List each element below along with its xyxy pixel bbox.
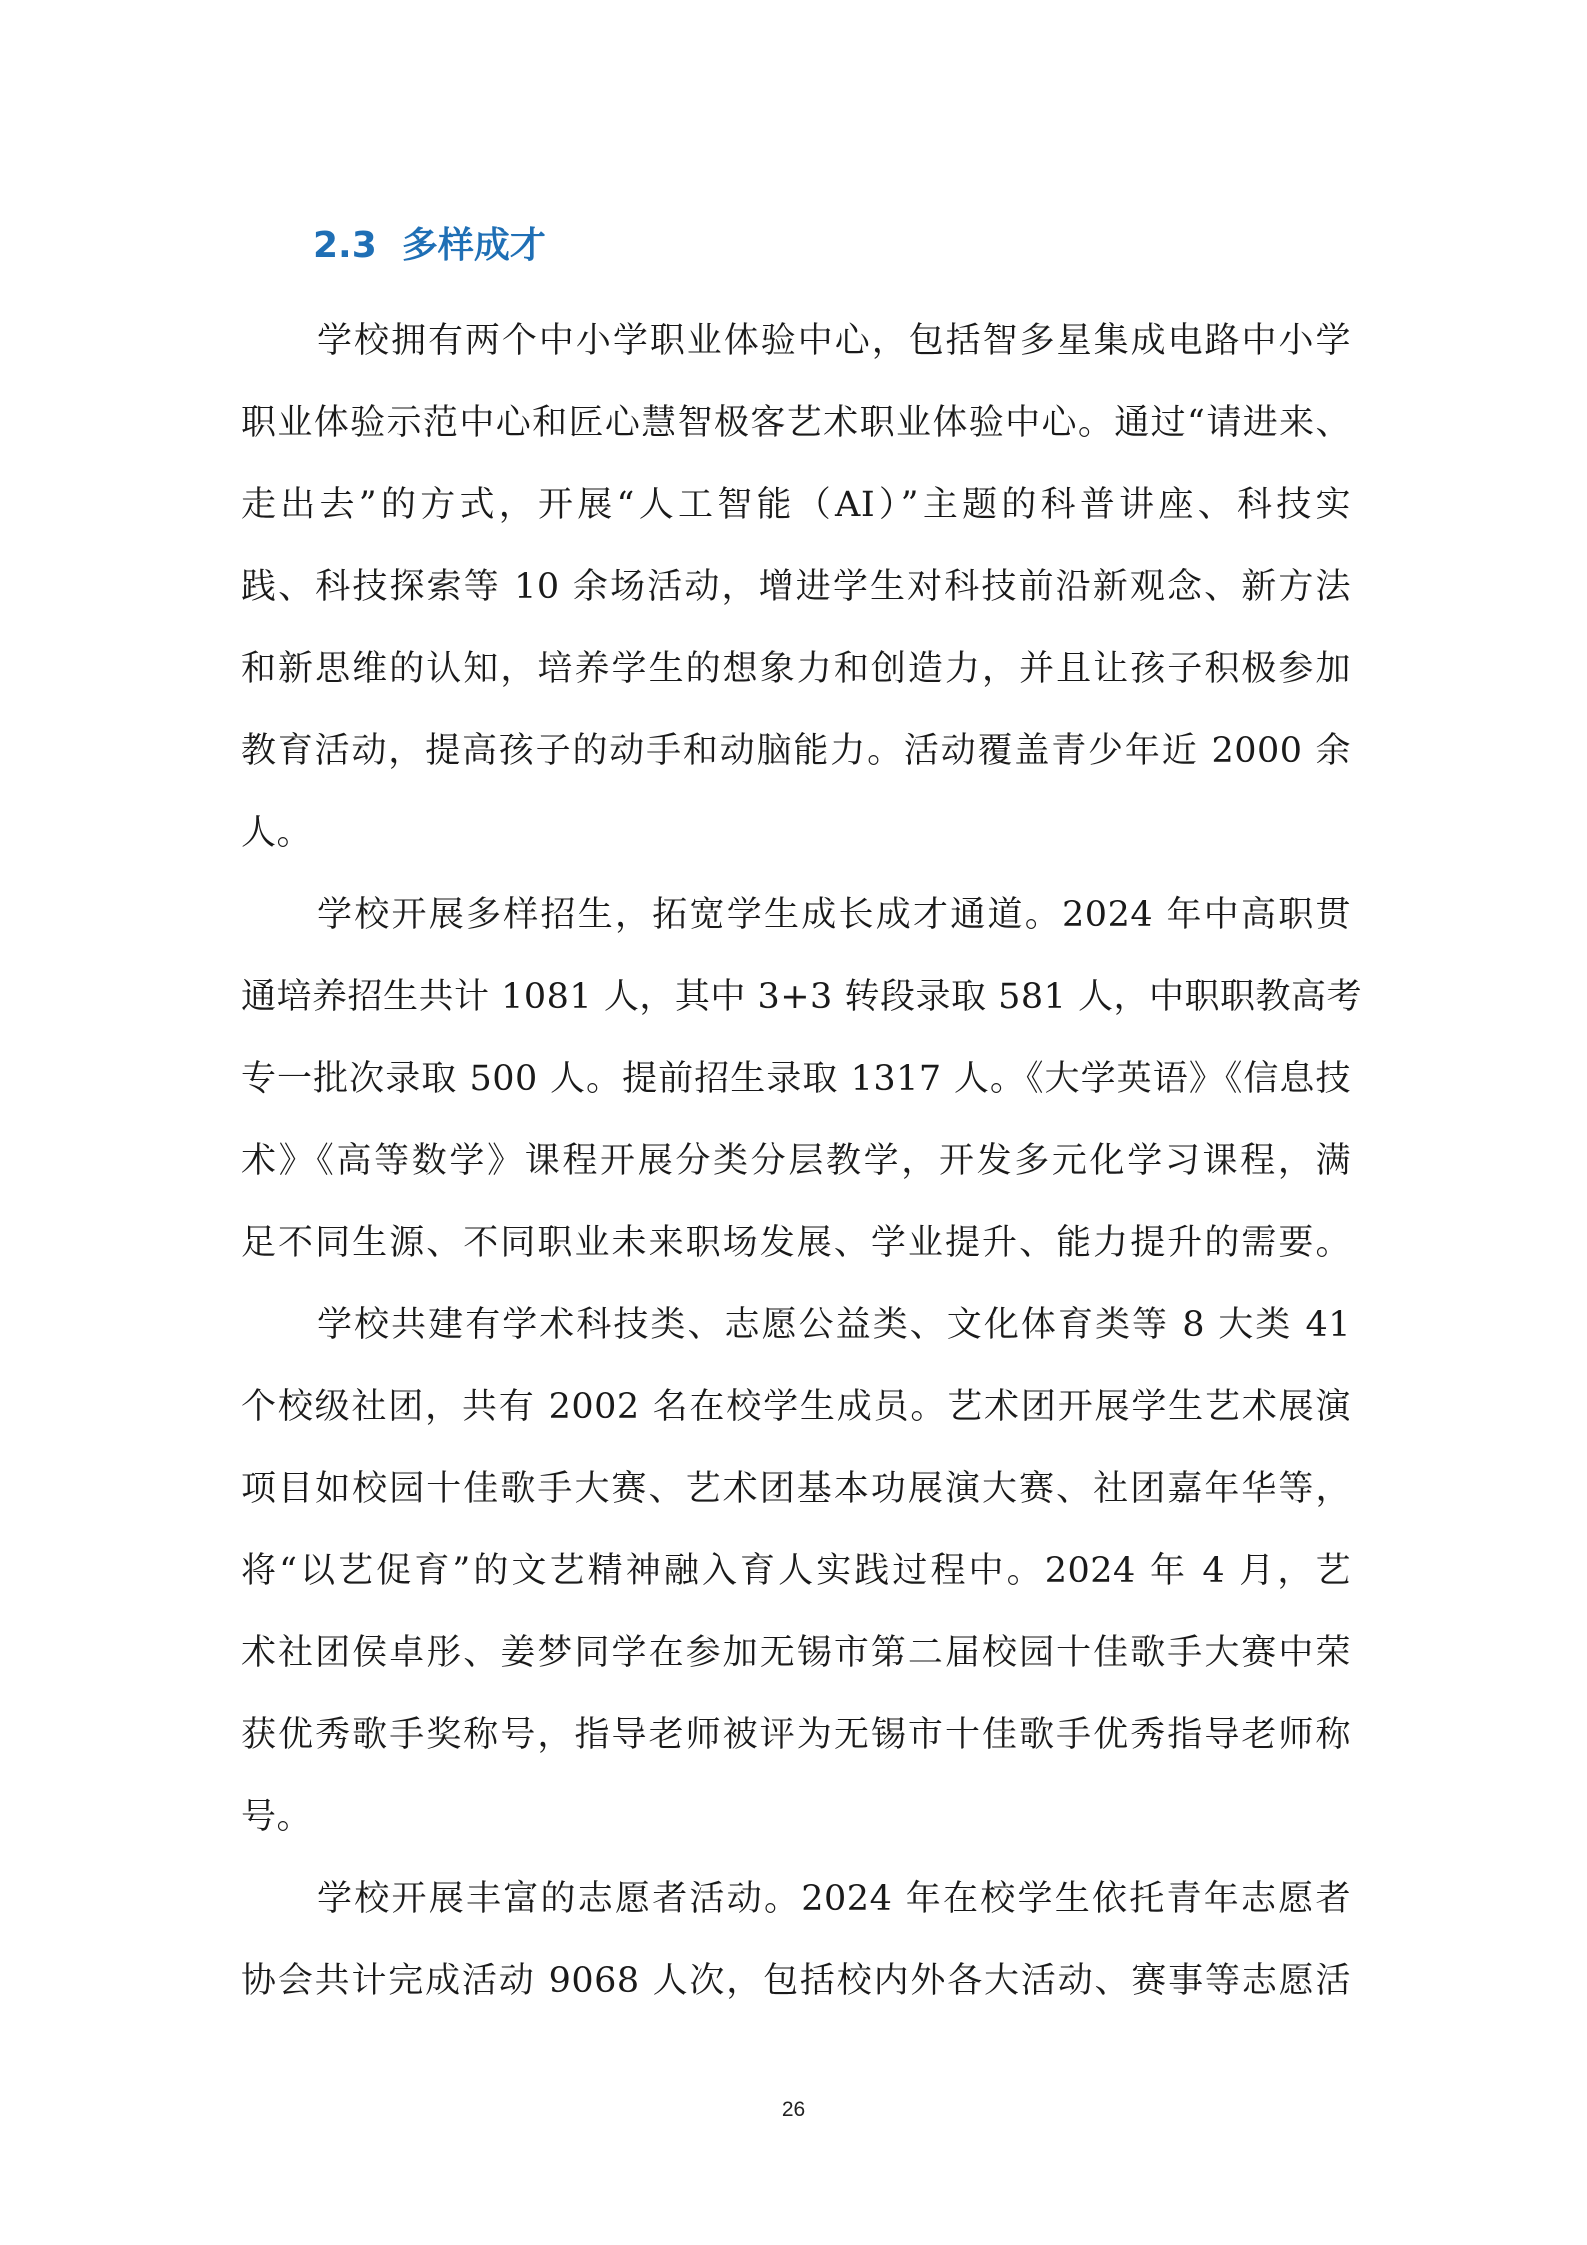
body-text (241, 300, 1362, 2022)
text-line: 协会共计完成活动 9068 人次，包括校内外各大活动、赛事等志愿活 (241, 1961, 1351, 2001)
paragraph (241, 1858, 1351, 2022)
paragraph (241, 300, 1351, 874)
text-line: 术》《高等数学》课程开展分类分层教学，开发多元化学习课程，满 (241, 1141, 1351, 1181)
section-number: 2.3 (313, 225, 377, 266)
text-line: 学校拥有两个中小学职业体验中心，包括智多星集成电路中小学 (317, 321, 1351, 361)
text-line: 号。 (241, 1797, 313, 1837)
text-line: 践、科技探索等 10 余场活动，增进学生对科技前沿新观念、新方法 (241, 567, 1351, 607)
text-line: 通培养招生共计 1081 人，其中 3+3 转段录取 581 人，中职职教高考 (241, 977, 1362, 1017)
section-title: 多样成才 (401, 225, 546, 266)
text-line: 学校开展多样招生，拓宽学生成长成才通道。2024 年中高职贯 (317, 895, 1351, 935)
text-line: 学校开展丰富的志愿者活动。2024 年在校学生依托青年志愿者 (317, 1879, 1351, 1919)
text-line: 获优秀歌手奖称号，指导老师被评为无锡市十佳歌手优秀指导老师称 (241, 1715, 1351, 1755)
text-line: 和新思维的认知，培养学生的想象力和创造力，并且让孩子积极参加 (241, 649, 1351, 689)
text-line: 项目如校园十佳歌手大赛、艺术团基本功展演大赛、社团嘉年华等， (241, 1469, 1351, 1509)
paragraph (241, 1284, 1351, 1858)
text-line: 足不同生源、不同职业未来职场发展、学业提升、能力提升的需要。 (241, 1223, 1351, 1263)
text-line: 职业体验示范中心和匠心慧智极客艺术职业体验中心。通过“请进来、 (241, 403, 1351, 443)
section-heading (313, 222, 546, 270)
text-line: 人。 (241, 813, 313, 853)
text-line: 学校共建有学术科技类、志愿公益类、文化体育类等 8 大类 41 (317, 1305, 1351, 1345)
text-line: 专一批次录取 500 人。提前招生录取 1317 人。《大学英语》《信息技 (241, 1059, 1351, 1099)
text-line: 教育活动，提高孩子的动手和动脑能力。活动覆盖青少年近 2000 余 (241, 731, 1351, 771)
text-line: 将“以艺促育”的文艺精神融入育人实践过程中。2024 年 4 月，艺 (241, 1551, 1351, 1591)
page-number: 26 (781, 2098, 806, 2121)
text-line: 术社团侯卓彤、姜梦同学在参加无锡市第二届校园十佳歌手大赛中荣 (241, 1633, 1351, 1673)
text-line: 走出去”的方式，开展“人工智能（AI）”主题的科普讲座、科技实 (241, 485, 1351, 525)
paragraph (241, 874, 1362, 1284)
text-line: 个校级社团，共有 2002 名在校学生成员。艺术团开展学生艺术展演 (241, 1387, 1351, 1427)
